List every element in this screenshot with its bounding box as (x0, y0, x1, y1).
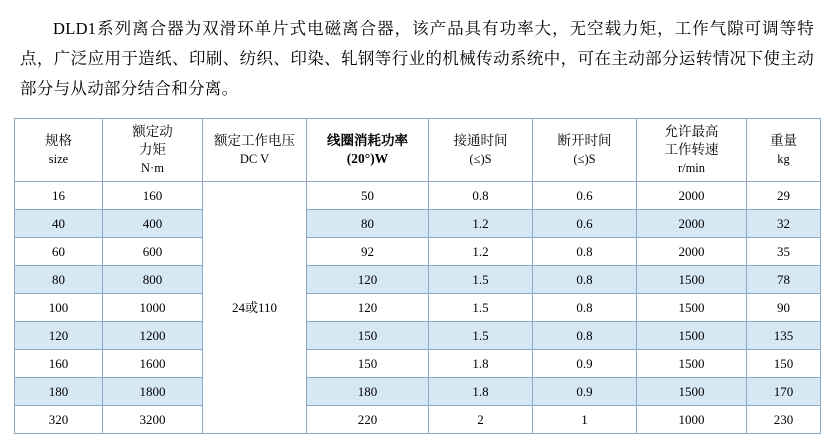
table-row (15, 322, 821, 350)
cell-torque: 1600 (103, 350, 203, 378)
cell-off-time: 0.8 (533, 266, 637, 294)
cell-on-time: 2 (429, 406, 533, 434)
cell-torque: 400 (103, 210, 203, 238)
column-header-power-sub: (20°)W (346, 151, 389, 166)
column-header-on-time (429, 119, 533, 182)
cell-speed: 2000 (637, 210, 747, 238)
table-header-row (15, 119, 821, 182)
cell-size: 320 (15, 406, 103, 434)
column-header-size-sub: size (48, 152, 69, 166)
cell-size: 80 (15, 266, 103, 294)
cell-speed: 2000 (637, 238, 747, 266)
cell-off-time: 0.8 (533, 322, 637, 350)
cell-weight: 90 (747, 294, 821, 322)
cell-torque: 600 (103, 238, 203, 266)
cell-off-time: 0.6 (533, 182, 637, 210)
cell-off-time: 0.8 (533, 238, 637, 266)
cell-on-time: 1.8 (429, 378, 533, 406)
cell-off-time: 0.9 (533, 350, 637, 378)
cell-on-time: 1.2 (429, 210, 533, 238)
column-header-off-time-sub: (≤)S (573, 152, 596, 166)
column-header-speed (637, 119, 747, 182)
column-header-torque-cn2: 力矩 (139, 142, 166, 157)
column-header-weight-sub: kg (777, 152, 790, 166)
cell-power: 220 (307, 406, 429, 434)
cell-power: 50 (307, 182, 429, 210)
column-header-on-time-sub: (≤)S (469, 152, 492, 166)
cell-on-time: 1.5 (429, 294, 533, 322)
cell-off-time: 0.6 (533, 210, 637, 238)
table-row (15, 294, 821, 322)
cell-speed: 1500 (637, 322, 747, 350)
table-row (15, 378, 821, 406)
cell-size: 160 (15, 350, 103, 378)
cell-speed: 1500 (637, 266, 747, 294)
cell-weight: 78 (747, 266, 821, 294)
cell-on-time: 0.8 (429, 182, 533, 210)
cell-weight: 170 (747, 378, 821, 406)
column-header-off-time (533, 119, 637, 182)
cell-power: 120 (307, 294, 429, 322)
cell-power: 120 (307, 266, 429, 294)
column-header-voltage-cn: 额定工作电压 (214, 133, 295, 148)
intro-paragraph: DLD1系列离合器为双滑环单片式电磁离合器，该产品具有功率大，无空载力矩，工作气隙可调等特点，广泛应用于造纸、印刷、纺织、印染、轧钢等行业的机械传动系统中，可在主动部分运转情况下使主动部分与从动部分结合和分离。 (20, 19, 814, 98)
cell-on-time: 1.5 (429, 266, 533, 294)
column-header-weight (747, 119, 821, 182)
column-header-torque (103, 119, 203, 182)
cell-size: 100 (15, 294, 103, 322)
table-row (15, 238, 821, 266)
table-header (15, 119, 821, 182)
cell-size: 60 (15, 238, 103, 266)
column-header-size-cn: 规格 (45, 133, 72, 148)
column-header-size (15, 119, 103, 182)
cell-size: 120 (15, 322, 103, 350)
cell-speed: 1500 (637, 294, 747, 322)
column-header-voltage-sub: DC V (239, 152, 270, 166)
cell-speed: 1500 (637, 378, 747, 406)
cell-voltage: 24或110 (203, 182, 307, 434)
cell-power: 150 (307, 350, 429, 378)
column-header-off-time-cn: 断开时间 (557, 133, 612, 148)
cell-off-time: 0.8 (533, 294, 637, 322)
cell-weight: 32 (747, 210, 821, 238)
cell-torque: 3200 (103, 406, 203, 434)
column-header-torque-sub: N·m (141, 161, 164, 175)
cell-torque: 1000 (103, 294, 203, 322)
table-row (15, 350, 821, 378)
cell-speed: 1500 (637, 350, 747, 378)
specification-table (14, 118, 821, 434)
table-row (15, 266, 821, 294)
cell-power: 80 (307, 210, 429, 238)
table-row (15, 210, 821, 238)
cell-size: 40 (15, 210, 103, 238)
column-header-speed-cn2: 工作转速 (664, 142, 719, 157)
cell-on-time: 1.5 (429, 322, 533, 350)
cell-size: 180 (15, 378, 103, 406)
column-header-speed-sub: r/min (677, 161, 706, 175)
cell-torque: 1800 (103, 378, 203, 406)
column-header-speed-cn: 允许最高 (664, 124, 719, 139)
cell-on-time: 1.8 (429, 350, 533, 378)
column-header-power (307, 119, 429, 182)
table-row (15, 182, 821, 210)
cell-torque: 800 (103, 266, 203, 294)
cell-weight: 230 (747, 406, 821, 434)
cell-power: 150 (307, 322, 429, 350)
cell-off-time: 0.9 (533, 378, 637, 406)
column-header-power-cn: 线圈消耗功率 (327, 133, 408, 148)
table-body (15, 182, 821, 434)
cell-weight: 35 (747, 238, 821, 266)
column-header-weight-cn: 重量 (770, 133, 797, 148)
cell-on-time: 1.2 (429, 238, 533, 266)
column-header-torque-cn: 额定动 (132, 124, 173, 139)
table-row (15, 406, 821, 434)
column-header-on-time-cn: 接通时间 (453, 133, 508, 148)
cell-size: 16 (15, 182, 103, 210)
cell-speed: 2000 (637, 182, 747, 210)
cell-weight: 150 (747, 350, 821, 378)
cell-torque: 160 (103, 182, 203, 210)
cell-speed: 1000 (637, 406, 747, 434)
cell-torque: 1200 (103, 322, 203, 350)
cell-weight: 29 (747, 182, 821, 210)
column-header-voltage (203, 119, 307, 182)
cell-power: 180 (307, 378, 429, 406)
cell-power: 92 (307, 238, 429, 266)
cell-off-time: 1 (533, 406, 637, 434)
cell-weight: 135 (747, 322, 821, 350)
